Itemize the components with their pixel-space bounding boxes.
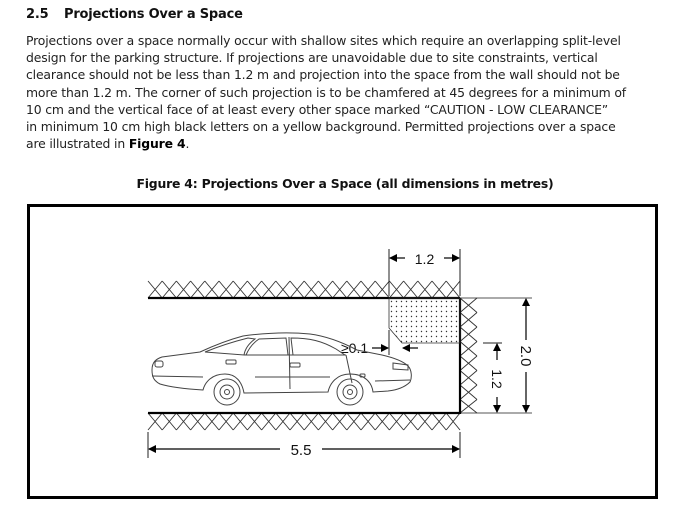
figure-reference: Figure 4 [128, 136, 186, 152]
paragraph-line: in minimum 10 cm high black letters on a yellow background. Permitted projections over a space [26, 119, 616, 135]
projection-block [389, 298, 460, 343]
top-slab-hatching [148, 281, 460, 298]
floor-slab-hatching [148, 413, 460, 430]
front-wheel [337, 379, 363, 405]
paragraph-line: more than 1.2 m. The corner of such projection is to be chamfered at 45 degrees for a minimum of [26, 84, 627, 100]
dim-label-chamfer: ≥0.1 [341, 340, 369, 356]
dim-label-total-height: 2.0 [517, 345, 534, 367]
rear-wheel [214, 379, 240, 405]
paragraph-text: . [185, 136, 190, 152]
paragraph-line: 10 cm and the vertical face of at least every other space marked “CAUTION - LOW CLEARANCE” [26, 101, 609, 117]
figure-caption: Figure 4: Projections Over a Space (all dimensions in metres) [136, 176, 554, 191]
dim-label-projection-depth: 1.2 [414, 251, 435, 267]
section-title: Projections Over a Space [64, 7, 243, 22]
dim-label-space-length: 5.5 [290, 442, 312, 459]
car-body-outline [152, 333, 411, 393]
section-number: 2.5 [26, 7, 49, 22]
dim-label-clearance: 1.2 [489, 369, 505, 389]
paragraph-line: clearance should not be less than 1.2 m and projection into the space from the wall should not be [26, 67, 620, 83]
paragraph-line: design for the parking structure. If projections are unavoidable due to site constraints, vertical [26, 50, 598, 66]
paragraph-line: Projections over a space normally occur with shallow sites which require an overlapping split-level [26, 33, 621, 48]
wall-hatching [460, 298, 477, 413]
car-illustration [152, 333, 411, 405]
paragraph-text: are illustrated in [26, 136, 129, 152]
